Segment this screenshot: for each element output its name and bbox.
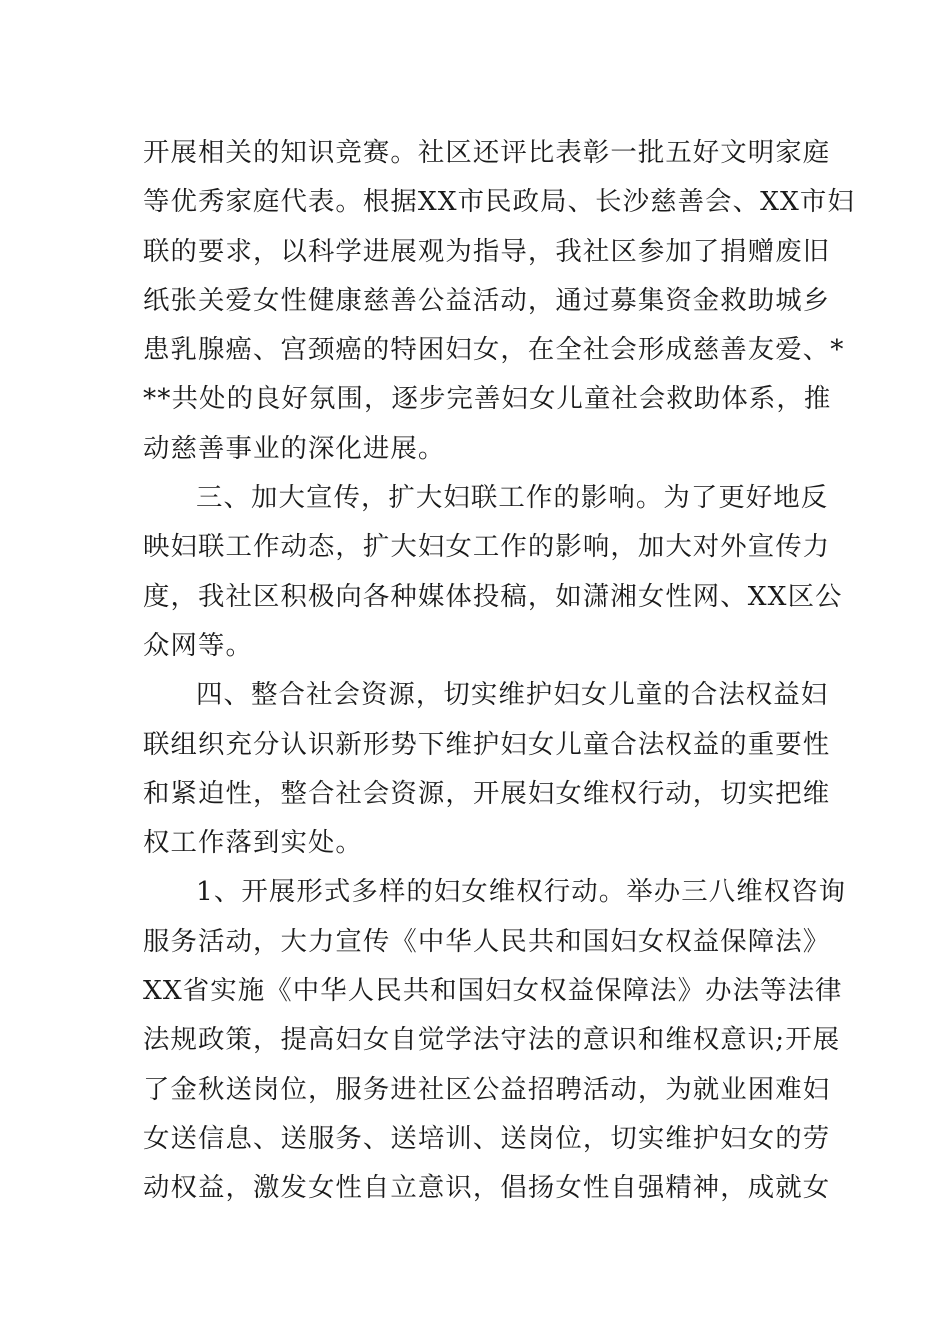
text-line-22: 动权益，激发女性自立意识，倡扬女性自强精神，成就女 [143, 1172, 831, 1204]
text-line-19: 法规政策，提高妇女自觉学法守法的意识和维权意识;开展 [143, 1024, 841, 1056]
text-line-1: 开展相关的知识竞赛。社区还评比表彰一批五好文明家庭 [143, 137, 831, 168]
text-line-5: 患乳腺癌、宫颈癌的特困妇女，在全社会形成慈善友爱、* [143, 334, 845, 366]
text-line-20: 了金秋送岗位，服务进社区公益招聘活动，为就业困难妇 [143, 1073, 831, 1105]
text-line-6: **共处的良好氛围，逐步完善妇女儿童社会救助体系，推 [143, 383, 832, 415]
text-line-17: 服务活动，大力宣传《中华人民共和国妇女权益保障法》 [143, 925, 831, 957]
text-line-4: 纸张关爱女性健康慈善公益活动，通过募集资金救助城乡 [143, 284, 831, 316]
text-line-14: 和紧迫性，整合社会资源，开展妇女维权行动，切实把维 [143, 777, 831, 809]
text-line-13: 联组织充分认识新形势下维护妇女儿童合法权益的重要性 [143, 728, 831, 760]
text-line-10: 度，我社区积极向各种媒体投稿，如潇湘女性网、XX区公 [143, 580, 843, 612]
text-line-18: XX省实施《中华人民共和国妇女权益保障法》办法等法律 [143, 975, 843, 1007]
text-line-11: 众网等。 [143, 629, 253, 661]
section-heading-3: 三、加大宣传，扩大妇联工作的影响。为了更好地反 [196, 482, 829, 514]
text-line-2: 等优秀家庭代表。根据XX市民政局、长沙慈善会、XX市妇 [143, 186, 855, 218]
subsection-heading-1: 1、开展形式多样的妇女维权行动。举办三八维权咨询 [196, 876, 847, 908]
text-line-15: 权工作落到实处。 [143, 827, 363, 859]
text-line-9: 映妇联工作动态，扩大妇女工作的影响，加大对外宣传力 [143, 531, 831, 563]
document-body [143, 128, 855, 1213]
section-heading-4: 四、整合社会资源，切实维护妇女儿童的合法权益妇 [196, 679, 829, 711]
text-line-3: 联的要求，以科学进展观为指导，我社区参加了捐赠废旧 [143, 235, 831, 267]
text-line-21: 女送信息、送服务、送培训、送岗位，切实维护妇女的劳 [143, 1122, 831, 1154]
text-line-7: 动慈善事业的深化进展。 [143, 432, 446, 464]
